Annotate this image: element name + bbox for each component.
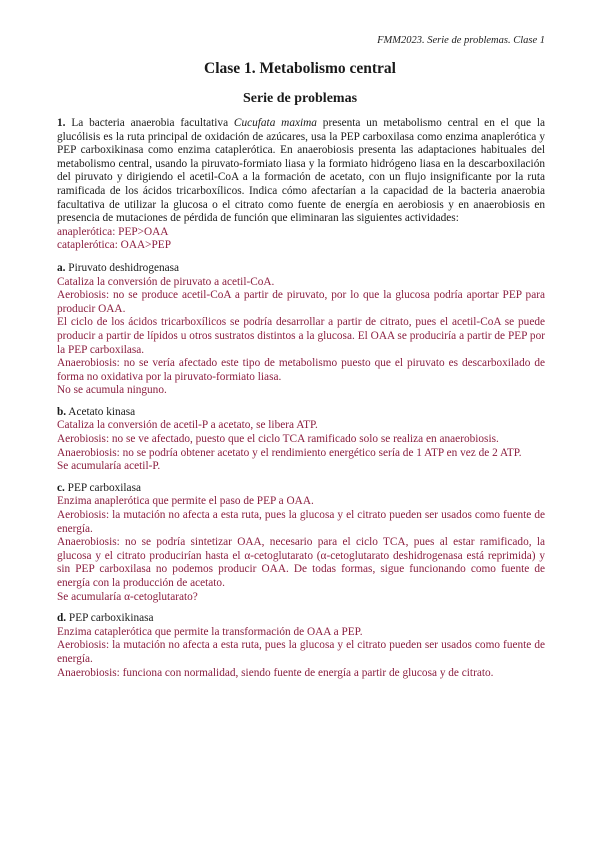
section-c-line: Enzima anaplerótica que permite el paso de PEP a OAA. [57, 495, 314, 508]
section-d-line: Anaerobiosis: funciona con normalidad, siendo fuente de energía a partir de glucosa y de citrato. [57, 666, 494, 679]
section-b-name: Acetato kinasa [66, 405, 136, 418]
section-a-letter: a. [57, 261, 66, 274]
section-d-line: Enzima cataplerótica que permite la transformación de OAA a PEP. [57, 625, 363, 638]
section-a-line: El ciclo de los ácidos tricarboxílicos se podría desarrollar a partir de citrato, pues el acetil-CoA se puede producir a partir de lípidos u otros sustratos distintos a la glucosa. El OAA se produciría a partir de PEP por la PEP carboxilasa. [57, 316, 545, 356]
problem-content [57, 117, 545, 680]
section-d-title [57, 612, 545, 626]
note-cataplerotic: cataplerótica: OAA>PEP [57, 239, 171, 252]
section-a-line: Anaerobiosis: no se vería afectado este tipo de metabolismo puesto que el piruvato es descarboxilado de forma no oxidativa por la piruvato-formiato liasa. [57, 357, 545, 383]
section-d-line: Aerobiosis: la mutación no afecta a esta ruta, pues la glucosa y el citrato pueden ser usados como fuente de energía. [57, 639, 545, 665]
note-anaplerotic: anaplerótica: PEP>OAA [57, 225, 169, 238]
section-c-letter: c. [57, 481, 65, 494]
section-a-name: Piruvato deshidrogenasa [65, 261, 180, 274]
section-a-line: No se acumula ninguno. [57, 384, 167, 397]
section-c-title [57, 482, 545, 496]
problem-statement [57, 117, 545, 226]
section-b-title [57, 406, 545, 420]
section-b-line: Cataliza la conversión de acetil-P a acetato, se libera ATP. [57, 419, 318, 432]
section-c-line: Se acumularía α-cetoglutarato? [57, 590, 198, 603]
page-title: Clase 1. Metabolismo central [204, 60, 396, 77]
section-b-letter: b. [57, 405, 67, 418]
section-b-line: Anaerobiosis: no se podría obtener acetato y el rendimiento energético sería de 1 ATP en vez de 2 ATP. [57, 446, 522, 459]
section-d-letter: d. [57, 612, 67, 625]
page-subtitle: Serie de problemas [242, 91, 358, 106]
section-a-title [57, 262, 545, 276]
section-a-line: Aerobiosis: no se produce acetil-CoA a partir de piruvato, por lo que la glucosa podría aportar PEP para producir OAA. [57, 289, 545, 315]
section-a-line: Cataliza la conversión de piruvato a acetil-CoA. [57, 275, 275, 288]
section-c-line: Anaerobiosis: no se podría sintetizar OAA, necesario para el ciclo TCA, pues al estar ramificado, la glucosa y el citrato producirían hasta el α-cetoglutarato (α-cetoglutarato deshidrogenasa está reprimida) y sin PEP carboxilasa no podemos producir OAA. De todas formas, sigue funcionando como fuente de energía con la producción de acetato. [57, 536, 545, 589]
section-c-name: PEP carboxilasa [64, 481, 141, 494]
problem-number: 1. [57, 117, 66, 129]
species-name: Cucufata maxima [233, 117, 317, 129]
statement-text-2: presenta un metabolismo central en el que la glucólisis es la ruta principal de oxidación de azúcares, usa la PEP carboxilasa como enzima anaplerótica y PEP carboxikinasa como enzima cataplerótica. En anaerobiosis presenta las adaptaciones habituales del metabolismo central, usando la piruvato-formiato liasa y la formiato hidrógeno liasa en la descarboxilación del piruvato y dirigiendo el acetil-CoA a la formación de acetato, con un flujo insignificante por la ruta ramificada de los ácidos tricarboxílicos. Indica cómo afectarían a la capacidad de la bacteria anaerobia facultativa de utilizar la glucosa o el citrato como fuente de energía en aerobiosis y en anaerobiosis en presencia de mutaciones de pérdida de función que eliminaran las siguientes actividades: [57, 117, 545, 225]
section-b-line: Se acumularía acetil-P. [57, 460, 161, 473]
statement-text-1: La bacteria anaerobia facultativa [65, 117, 234, 129]
section-c-line: Aerobiosis: la mutación no afecta a esta ruta, pues la glucosa y el citrato pueden ser usados como fuente de energía. [57, 509, 545, 535]
section-b-line: Aerobiosis: no se ve afectado, puesto que el ciclo TCA ramificado solo se realiza en anaerobiosis. [57, 433, 499, 446]
section-d-name: PEP carboxikinasa [66, 612, 154, 625]
running-header: FMM2023. Serie de problemas. Clase 1 [377, 35, 545, 46]
